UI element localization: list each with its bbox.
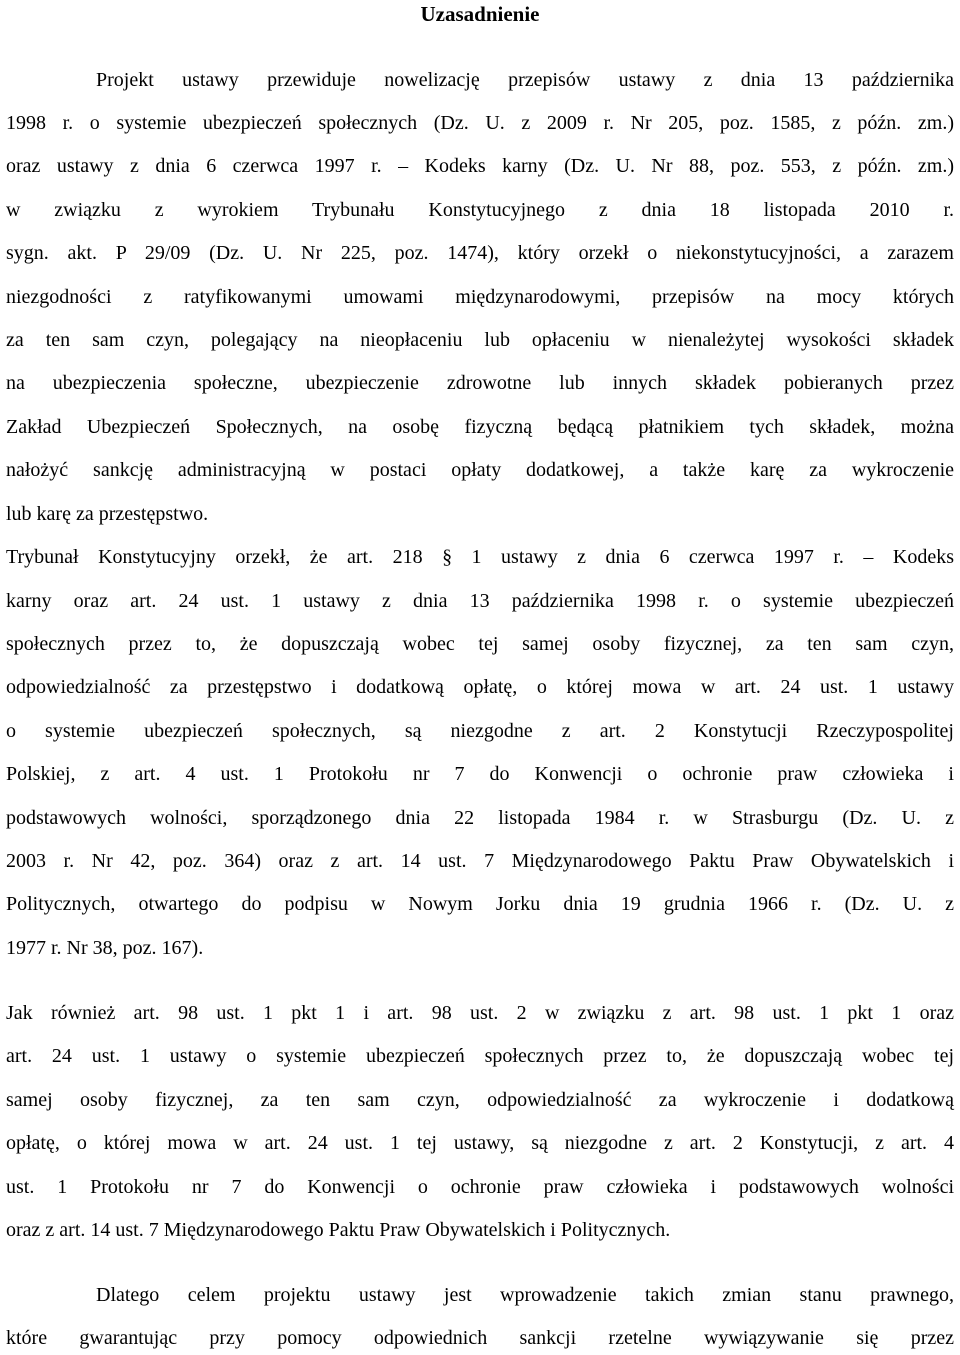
paragraph-line: nałożyć sankcję administracyjną w postaci opłaty dodatkowej, a także karę za wykroczenie — [6, 459, 954, 481]
paragraph-line: Zakład Ubezpieczeń Społecznych, na osobę fizyczną będącą płatnikiem tych składek, można — [6, 416, 954, 438]
paragraph-line: Jak również art. 98 ust. 1 pkt 1 i art. 98 ust. 2 w związku z art. 98 ust. 1 pkt 1 oraz — [6, 1002, 954, 1024]
paragraph-line: 1998 r. o systemie ubezpieczeń społecznych (Dz. U. z 2009 r. Nr 205, poz. 1585, z późn. zm.) — [6, 112, 954, 134]
paragraph-line: za ten sam czyn, polegający na nieopłaceniu lub opłaceniu w nienależytej wysokości składek — [6, 329, 954, 351]
paragraph-line: podstawowych wolności, sporządzonego dnia 22 listopada 1984 r. w Strasburgu (Dz. U. z — [6, 807, 954, 829]
paragraph-line: odpowiedzialność za przestępstwo i dodatkową opłatę, o której mowa w art. 24 ust. 1 ustawy — [6, 676, 954, 698]
paragraph-line: Politycznych, otwartego do podpisu w Nowym Jorku dnia 19 grudnia 1966 r. (Dz. U. z — [6, 893, 954, 915]
document-title: Uzasadnienie — [420, 2, 540, 26]
paragraph-line: o systemie ubezpieczeń społecznych, są niezgodne z art. 2 Konstytucji Rzeczypospolitej — [6, 720, 954, 742]
paragraph-line: Dlatego celem projektu ustawy jest wprowadzenie takich zmian stanu prawnego, — [96, 1284, 954, 1306]
paragraph-line: art. 24 ust. 1 ustawy o systemie ubezpieczeń społecznych przez to, że dopuszczają wobec tej — [6, 1045, 954, 1067]
paragraph-line: niezgodności z ratyfikowanymi umowami międzynarodowymi, przepisów na mocy których — [6, 286, 954, 308]
paragraph-line: karny oraz art. 24 ust. 1 ustawy z dnia 13 października 1998 r. o systemie ubezpieczeń — [6, 590, 954, 612]
paragraph-line: Projekt ustawy przewiduje nowelizację przepisów ustawy z dnia 13 października — [96, 69, 954, 91]
paragraph-line: samej osoby fizycznej, za ten sam czyn, odpowiedzialność za wykroczenie i dodatkową — [6, 1089, 954, 1111]
paragraph-line: ust. 1 Protokołu nr 7 do Konwencji o ochronie praw człowieka i podstawowych wolności — [6, 1176, 954, 1198]
paragraph-line: 2003 r. Nr 42, poz. 364) oraz z art. 14 ust. 7 Międzynarodowego Paktu Praw Obywatelskich i — [6, 850, 954, 872]
paragraph-line: oraz z art. 14 ust. 7 Międzynarodowego Paktu Praw Obywatelskich i Politycznych. — [6, 1219, 671, 1241]
paragraph-line: które gwarantując przy pomocy odpowiednich sankcji rzetelne wywiązywanie się przez — [6, 1327, 954, 1349]
paragraph-line: Polskiej, z art. 4 ust. 1 Protokołu nr 7 do Konwencji o ochronie praw człowieka i — [6, 763, 954, 785]
paragraph-line: opłatę, o której mowa w art. 24 ust. 1 tej ustawy, są niezgodne z art. 2 Konstytucji, z art. 4 — [6, 1132, 954, 1154]
paragraph-line: oraz ustawy z dnia 6 czerwca 1997 r. – Kodeks karny (Dz. U. Nr 88, poz. 553, z późn. zm.) — [6, 155, 954, 177]
paragraph-line: społecznych przez to, że dopuszczają wobec tej samej osoby fizycznej, za ten sam czyn, — [6, 633, 954, 655]
paragraph-line: 1977 r. Nr 38, poz. 167). — [6, 937, 204, 959]
paragraph-line: sygn. akt. P 29/09 (Dz. U. Nr 225, poz. 1474), który orzekł o niekonstytucyjności, a zarazem — [6, 242, 954, 264]
paragraph-line: Trybunał Konstytucyjny orzekł, że art. 218 § 1 ustawy z dnia 6 czerwca 1997 r. – Kodeks — [6, 546, 954, 568]
paragraph-line: w związku z wyrokiem Trybunału Konstytucyjnego z dnia 18 listopada 2010 r. — [6, 199, 954, 221]
paragraph-line: na ubezpieczenia społeczne, ubezpieczenie zdrowotne lub innych składek pobieranych przez — [6, 372, 954, 394]
paragraph-line: lub karę za przestępstwo. — [6, 503, 209, 525]
